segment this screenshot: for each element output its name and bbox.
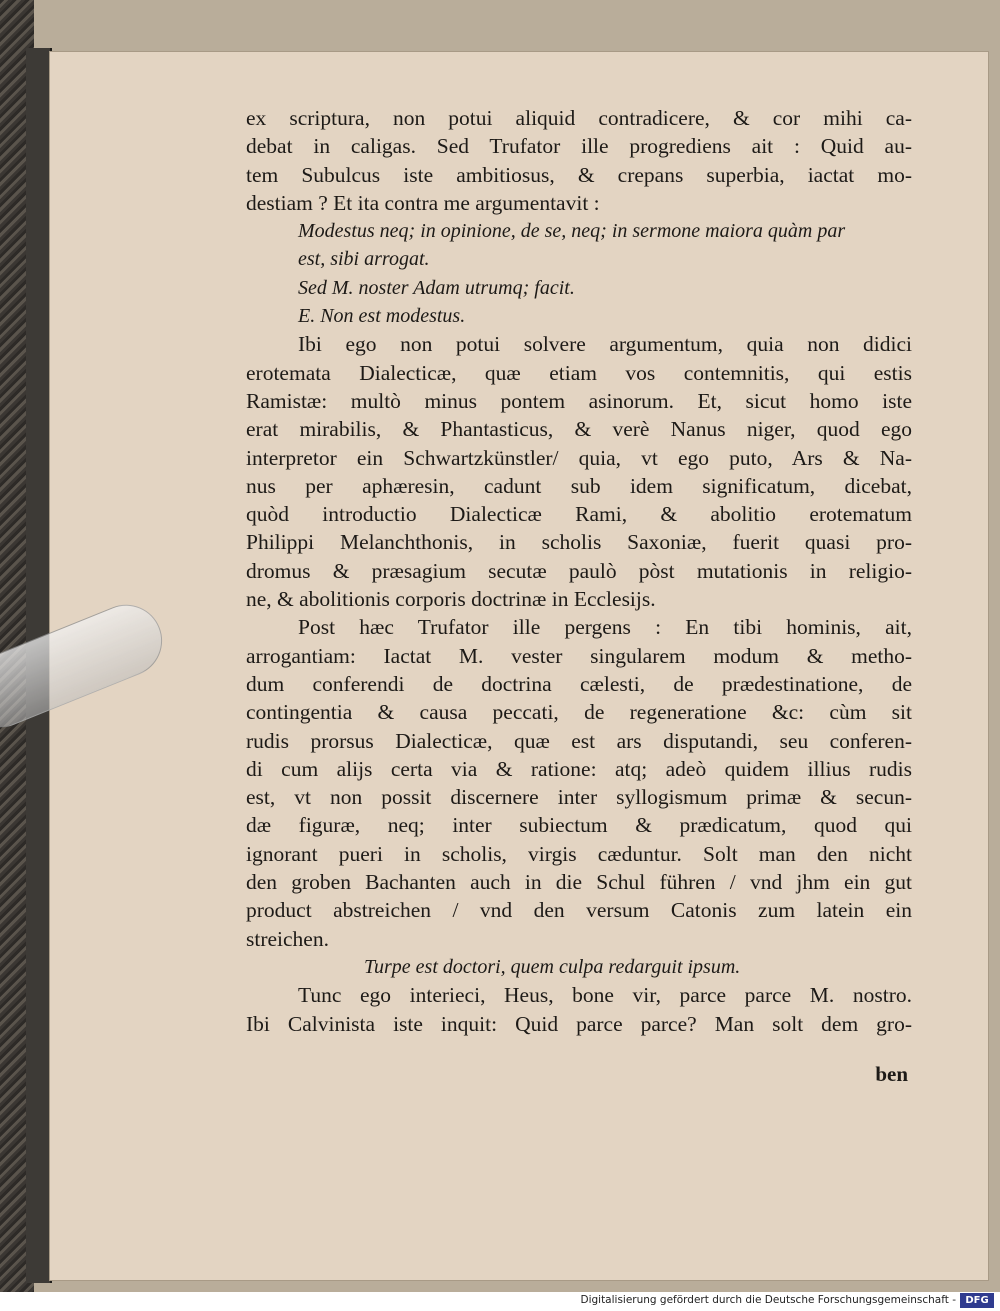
- text-line: Sed M. noster Adam utrumq; facit.: [298, 276, 575, 299]
- text-line: Tunc ego interieci, Heus, bone vir, parce parce M. nostro.: [298, 983, 912, 1008]
- text-line: quòd introductio Dialecticæ Rami, & abolitio erotematum: [246, 502, 912, 527]
- text-line: destiam ? Et ita contra me argumentavit :: [246, 190, 600, 215]
- text-line: erotemata Dialecticæ, quæ etiam vos contemnitis, qui estis: [246, 360, 912, 385]
- text-line: ne, & abolitionis corporis doctrinæ in Ecclesijs.: [246, 587, 656, 612]
- text-line: product abstreichen / vnd den versum Catonis zum latein ein: [246, 898, 912, 923]
- text-line: nus per aphæresin, cadunt sub idem significatum, dicebat,: [246, 473, 912, 498]
- text-line: debat in caligas. Sed Trufator ille progrediens ait : Quid au-: [246, 134, 912, 159]
- text-line: Ramistæ: multò minus pontem asinorum. Et, sicut homo iste: [246, 388, 912, 413]
- text-line: Ibi Calvinista iste inquit: Quid parce parce? Man solt dem gro-: [246, 1011, 912, 1036]
- text-line: di cum alijs certa via & ratione: atq; adeò quidem illius rudis: [246, 756, 912, 781]
- page-text: [246, 104, 912, 1038]
- text-line: tem Subulcus iste ambitiosus, & crepans superbia, iactat mo-: [246, 162, 912, 187]
- footer-credit: Digitalisierung gefördert durch die Deutsche Forschungsgemeinschaft -: [580, 1294, 956, 1306]
- text-line: Ibi ego non potui solvere argumentum, quia non didici: [298, 332, 912, 357]
- text-line: erat mirabilis, & Phantasticus, & verè Nanus niger, quod ego: [246, 417, 912, 442]
- text-line: dum conferendi de doctrina cælesti, de prædestinatione, de: [246, 671, 912, 696]
- text-line: Post hæc Trufator ille pergens : En tibi hominis, ait,: [298, 615, 912, 640]
- text-line: Turpe est doctori, quem culpa redarguit ipsum.: [364, 955, 741, 978]
- text-line: ignorant pueri in scholis, virgis cæduntur. Solt man den nicht: [246, 841, 912, 866]
- text-line: streichen.: [246, 926, 329, 951]
- text-line: rudis prorsus Dialecticæ, quæ est ars disputandi, seu conferen-: [246, 728, 912, 753]
- text-line: den groben Bachanten auch in die Schul führen / vnd jhm ein gut: [246, 870, 912, 895]
- text-line: dæ figuræ, neq; inter subiectum & prædicatum, quod qui: [246, 813, 912, 838]
- text-line: ex scriptura, non potui aliquid contradicere, & cor mihi ca-: [246, 106, 912, 130]
- text-line: Philippi Melanchthonis, in scholis Saxoniæ, fuerit quasi pro-: [246, 530, 912, 555]
- dfg-logo: DFG: [960, 1293, 994, 1308]
- text-line: est, sibi arrogat.: [298, 248, 430, 271]
- text-line: arrogantiam: Iactat M. vester singularem modum & metho-: [246, 643, 912, 668]
- text-line: dromus & præsagium secutæ paulò pòst mutationis in religio-: [246, 558, 912, 583]
- text-line: est, vt non possit discernere inter syllogismum primæ & secun-: [246, 785, 912, 810]
- text-line: interpretor ein Schwartzkünstler/ quia, vt ego puto, Ars & Na-: [246, 445, 912, 470]
- catchword: ben: [875, 1062, 908, 1086]
- text-line: contingentia & causa peccati, de regeneratione &c: cùm sit: [246, 700, 912, 725]
- text-line: E. Non est modestus.: [298, 305, 466, 328]
- text-line: Modestus neq; in opinione, de se, neq; in sermone maiora quàm par: [298, 220, 846, 243]
